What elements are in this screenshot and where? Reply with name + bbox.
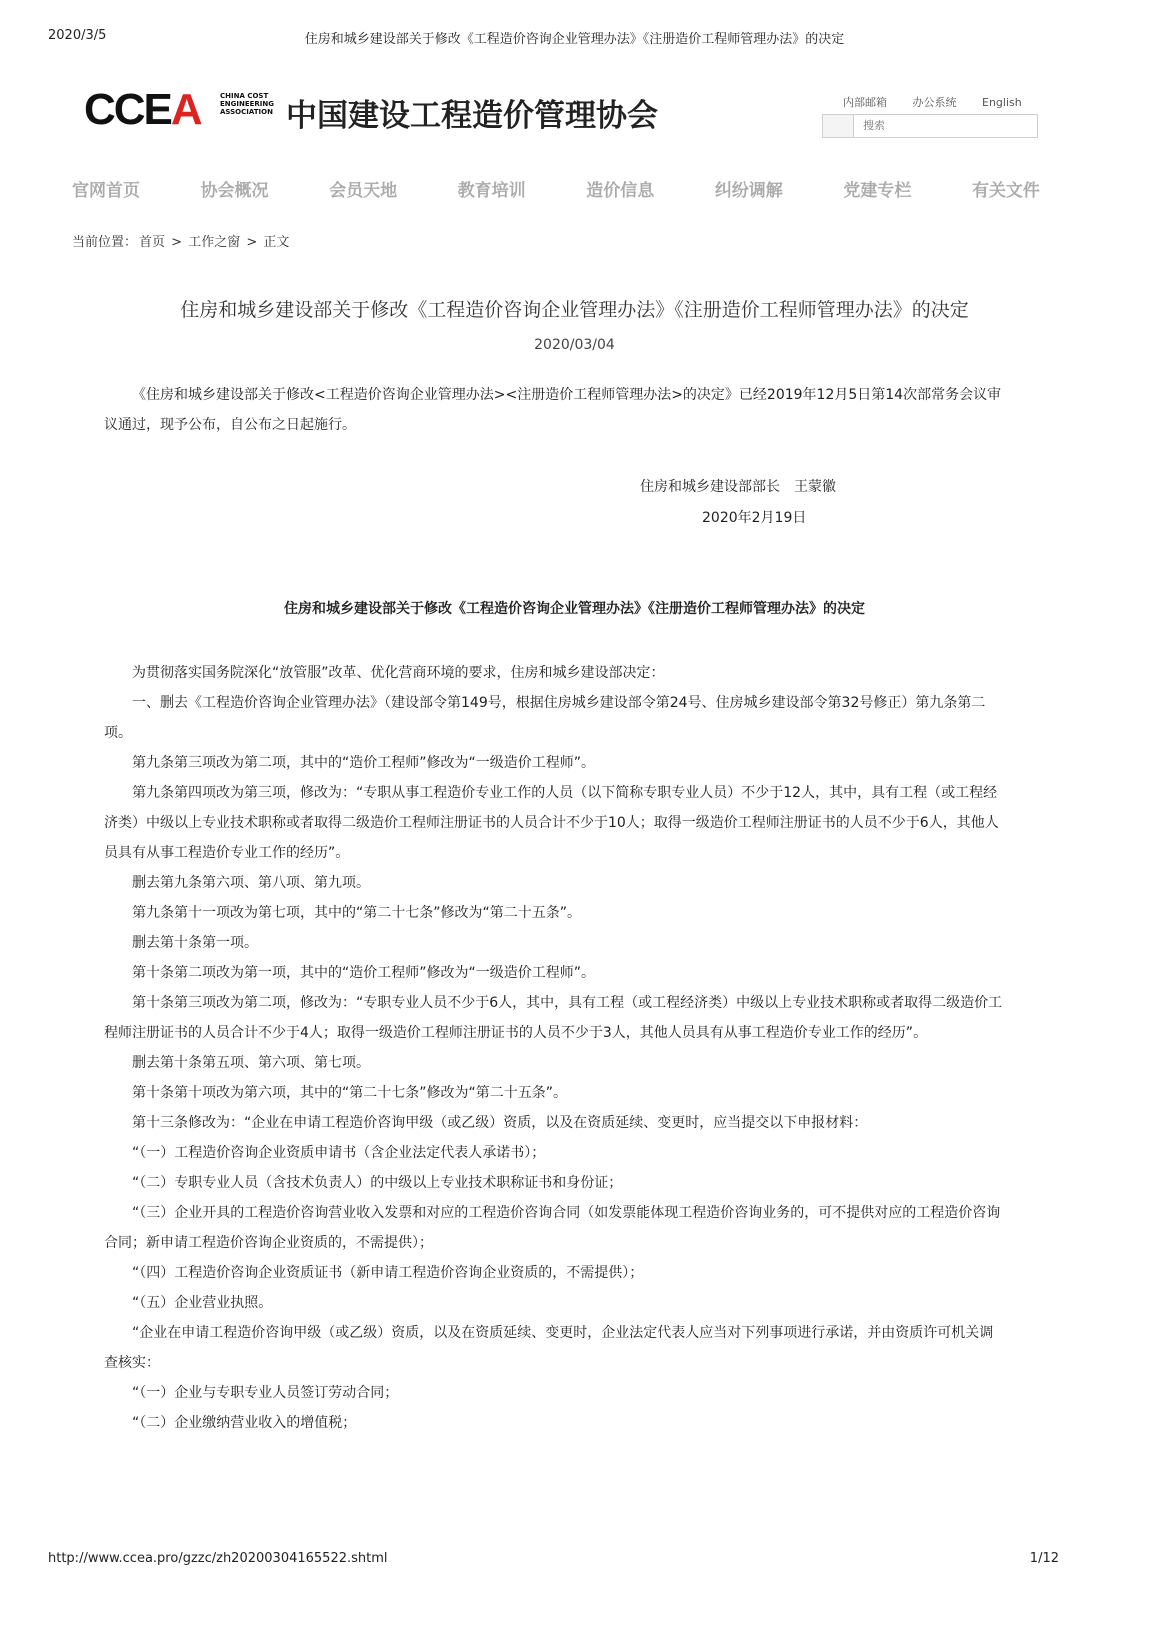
link-english[interactable]: English <box>982 96 1022 109</box>
search-button[interactable] <box>823 115 854 137</box>
print-header <box>0 28 1149 48</box>
paragraph: 一、删去《工程造价咨询企业管理办法》（建设部令第149号，根据住房城乡建设部令第24号、住房城乡建设部令第32号修正）第九条第二项。 <box>104 695 986 741</box>
page-url: http://www.ccea.pro/gzzc/zh20200304165522.shtml <box>48 1551 388 1566</box>
breadcrumb-home[interactable]: 首页 <box>139 235 166 250</box>
paragraph: “（一）工程造价咨询企业资质申请书（含企业法定代表人承诺书）； <box>132 1145 546 1161</box>
paragraph: “企业在申请工程造价咨询甲级（或乙级）资质，以及在资质延续、变更时，企业法定代表人应当对下列事项进行承诺，并由资质许可机关调查核实： <box>104 1325 994 1371</box>
paragraph: 第九条第四项改为第三项，修改为：“专职从事工程造价专业工作的人员（以下简称专职专业人员）不少于12人，其中，具有工程（或工程经济类）中级以上专业技术职称或者取得二级造价工程师注册证书的人员合计不少于10人；取得一级造价工程师注册证书的人员不少于6人，其他人员具有从事工程造价专业工作的经历”。 <box>104 785 999 861</box>
ccea-logo-mark <box>84 86 201 134</box>
paragraph: “（一）企业与专职专业人员签订劳动合同； <box>132 1385 399 1401</box>
logo-letter-a: A <box>170 85 201 134</box>
paragraph: “（二）企业缴纳营业收入的增值税； <box>132 1415 357 1431</box>
paragraph: 第九条第三项改为第二项，其中的“造价工程师”修改为“一级造价工程师”。 <box>132 755 596 771</box>
paragraph: 第十条第十项改为第六项，其中的“第二十七条”修改为“第二十五条”。 <box>132 1085 568 1101</box>
breadcrumb-sep: > <box>242 235 262 250</box>
search-input[interactable] <box>861 118 1035 133</box>
top-links <box>843 94 1044 110</box>
signature-name: 住房和城乡建设部部长 王蒙徽 <box>640 479 836 495</box>
main-nav <box>72 176 1040 200</box>
page-number: 1/12 <box>1029 1551 1059 1566</box>
paragraph: 第十条第二项改为第一项，其中的“造价工程师”修改为“一级造价工程师”。 <box>132 965 596 981</box>
nav-members[interactable]: 会员天地 <box>329 181 398 201</box>
print-title: 住房和城乡建设部关于修改《工程造价咨询企业管理办法》《注册造价工程师管理办法》的决定 <box>304 32 845 47</box>
paragraph: 第十条第三项改为第二项，修改为：“专职专业人员不少于6人，其中，具有工程（或工程经济类）中级以上专业技术职称或者取得二级造价工程师注册证书的人员合计不少于4人；取得一级造价工程师注册证书的人员不少于3人，其他人员具有从事工程造价专业工作的经历”。 <box>104 995 1003 1041</box>
paragraph: 为贯彻落实国务院深化“放管服”改革、优化营商环境的要求，住房和城乡建设部决定： <box>132 665 665 681</box>
document-title: 住房和城乡建设部关于修改《工程造价咨询企业管理办法》《注册造价工程师管理办法》的决定 <box>284 601 865 617</box>
print-date: 2020/3/5 <box>48 28 107 43</box>
paragraph: “（四）工程造价咨询企业资质证书（新申请工程造价咨询企业资质的，不需提供）； <box>132 1265 644 1281</box>
search-box <box>822 114 1038 138</box>
paragraph: 删去第十条第一项。 <box>132 935 258 951</box>
nav-documents[interactable]: 有关文件 <box>971 181 1040 201</box>
paragraph: “（二）专职专业人员（含技术负责人）的中级以上专业技术职称证书和身份证； <box>132 1175 623 1191</box>
link-office-system[interactable]: 办公系统 <box>912 96 957 109</box>
nav-mediation[interactable]: 纠纷调解 <box>714 181 783 201</box>
paragraph: 第九条第十一项改为第七项，其中的“第二十七条”修改为“第二十五条”。 <box>132 905 582 921</box>
paragraph: 删去第十条第五项、第六项、第七项。 <box>132 1055 370 1071</box>
link-internal-mail[interactable]: 内部邮箱 <box>843 96 887 109</box>
nav-training[interactable]: 教育培训 <box>457 181 526 201</box>
logo-letters: CCE <box>84 85 171 134</box>
article-title: 住房和城乡建设部关于修改《工程造价咨询企业管理办法》《注册造价工程师管理办法》的决定 <box>180 299 969 321</box>
breadcrumb-current: 正文 <box>263 235 290 250</box>
breadcrumb <box>72 231 291 250</box>
breadcrumb-prefix: 当前位置： <box>72 235 138 250</box>
paragraph: “（三）企业开具的工程造价咨询营业收入发票和对应的工程造价咨询合同（如发票能体现工程造价咨询业务的，可不提供对应的工程造价咨询合同；新申请工程造价咨询企业资质的，不需提供）； <box>104 1205 1001 1251</box>
logo-subtitle: CHINA COST ENGINEERING ASSOCIATION <box>220 92 275 116</box>
nav-about[interactable]: 协会概况 <box>200 181 269 201</box>
paragraph: 删去第九条第六项、第八项、第九项。 <box>132 875 370 891</box>
article-intro: 《住房和城乡建设部关于修改<工程造价咨询企业管理办法><注册造价工程师管理办法>的决定》已经2019年12月5日第14次部常务会议审议通过，现予公布，自公布之日起施行。 <box>104 387 1002 433</box>
breadcrumb-sep: > <box>167 235 187 250</box>
nav-home[interactable]: 官网首页 <box>72 181 140 201</box>
article-date: 2020/03/04 <box>534 337 615 353</box>
signature-date: 2020年2月19日 <box>702 510 807 526</box>
nav-party[interactable]: 党建专栏 <box>843 181 912 201</box>
article-content <box>104 658 1004 1438</box>
paragraph: “（五）企业营业执照。 <box>132 1295 273 1311</box>
site-name: 中国建设工程造价管理协会 <box>286 98 658 134</box>
breadcrumb-work[interactable]: 工作之窗 <box>188 235 241 250</box>
nav-cost-info[interactable]: 造价信息 <box>586 181 655 201</box>
paragraph: 第十三条修改为：“企业在申请工程造价咨询甲级（或乙级）资质，以及在资质延续、变更时，应当提交以下申报材料： <box>132 1115 868 1131</box>
